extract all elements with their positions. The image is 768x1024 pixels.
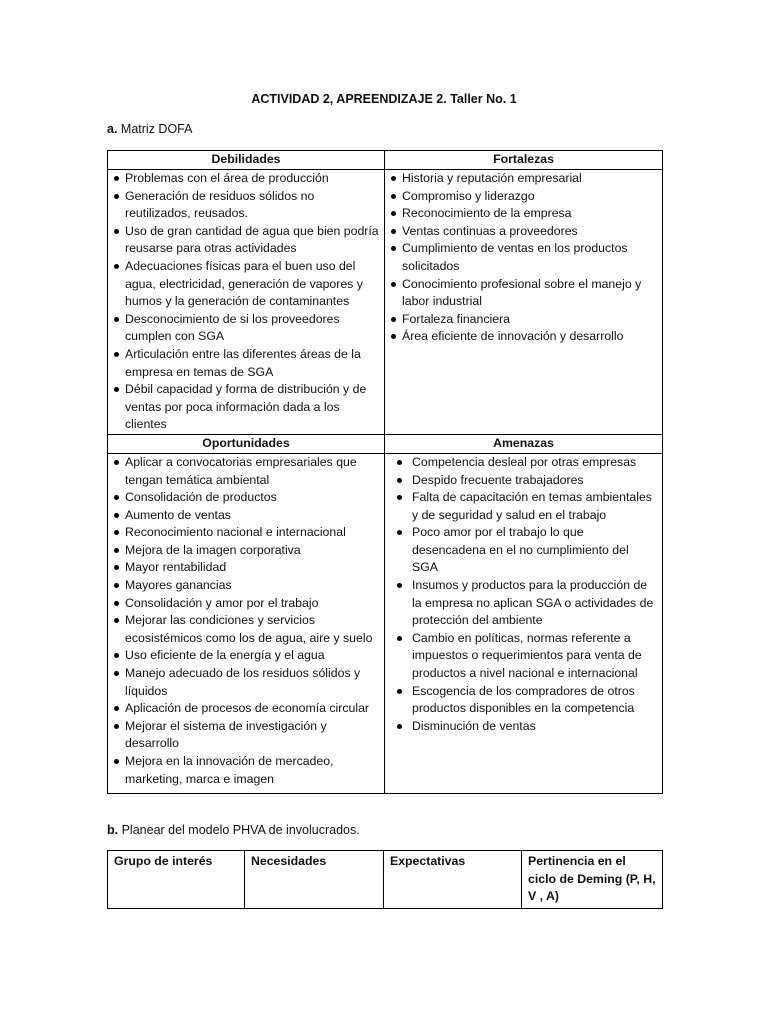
dofa-content-row-top: [108, 170, 663, 435]
oportunidades-item: Aplicar a convocatorias empresariales que tengan temática ambiental: [112, 454, 380, 489]
debilidades-item: Articulación entre las diferentes áreas de la empresa en temas de SGA: [112, 346, 380, 381]
phva-col-necesidades: Necesidades: [245, 851, 384, 909]
dofa-content-row-bottom: [108, 453, 663, 793]
oportunidades-item: Aumento de ventas: [112, 507, 380, 525]
fortalezas-item: Fortaleza financiera: [389, 311, 658, 329]
oportunidades-item: Manejo adecuado de los residuos sólidos y líquidos: [112, 665, 380, 700]
section-b-label: Planear del modelo PHVA de involucrados.: [121, 823, 360, 837]
oportunidades-list: [112, 454, 380, 788]
oportunidades-item: Mejora de la imagen corporativa: [112, 542, 380, 560]
fortalezas-item: Compromiso y liderazgo: [389, 188, 658, 206]
dofa-matrix: [107, 150, 663, 794]
section-b-heading: [107, 823, 360, 837]
section-a-label: Matriz DOFA: [120, 122, 193, 136]
amenazas-item: Competencia desleal por otras empresas: [389, 454, 658, 472]
oportunidades-item: Aplicación de procesos de economía circular: [112, 700, 380, 718]
debilidades-cell: [108, 170, 385, 435]
amenazas-item: Despido frecuente trabajadores: [389, 472, 658, 490]
debilidades-list: [112, 170, 380, 434]
debilidades-item: Problemas con el área de producción: [112, 170, 380, 188]
amenazas-item: Falta de capacitación en temas ambientales y de seguridad y salud en el trabajo: [389, 489, 658, 524]
section-b-letter: b.: [107, 823, 119, 837]
amenazas-list: [389, 454, 658, 736]
dofa-header-row-top: [108, 151, 663, 170]
oportunidades-item: Consolidación y amor por el trabajo: [112, 595, 380, 613]
oportunidades-item: Uso eficiente de la energía y el agua: [112, 647, 380, 665]
oportunidades-cell: [108, 453, 385, 793]
fortalezas-cell: [385, 170, 663, 435]
fortalezas-item: Historia y reputación empresarial: [389, 170, 658, 188]
phva-col-grupo: Grupo de interés: [108, 851, 245, 909]
debilidades-item: Débil capacidad y forma de distribución y de ventas por poca información dada a los clientes: [112, 381, 380, 434]
dofa-header-row-bottom: [108, 434, 663, 453]
oportunidades-item: Mayor rentabilidad: [112, 559, 380, 577]
oportunidades-header: Oportunidades: [108, 434, 385, 453]
oportunidades-item: Consolidación de productos: [112, 489, 380, 507]
amenazas-item: Escogencia de los compradores de otros productos disponibles en la competencia: [389, 683, 658, 718]
phva-table: [107, 850, 663, 909]
oportunidades-item: Mejora en la innovación de mercadeo, marketing, marca e imagen: [112, 753, 380, 788]
amenazas-header: Amenazas: [385, 434, 663, 453]
oportunidades-item: Mejorar el sistema de investigación y desarrollo: [112, 718, 380, 753]
section-a-letter: a.: [107, 122, 118, 136]
amenazas-cell: [385, 453, 663, 793]
debilidades-item: Uso de gran cantidad de agua que bien podría reusarse para otras actividades: [112, 223, 380, 258]
debilidades-item: Adecuaciones físicas para el buen uso del agua, electricidad, generación de vapores y humos y la generación de contaminantes: [112, 258, 380, 311]
amenazas-item: Poco amor por el trabajo lo que desencadena en el no cumplimiento del SGA: [389, 524, 658, 577]
oportunidades-item: Reconocimiento nacional e internacional: [112, 524, 380, 542]
fortalezas-item: Cumplimiento de ventas en los productos solicitados: [389, 240, 658, 275]
page-title: ACTIVIDAD 2, APREENDIZAJE 2. Taller No. 1: [251, 92, 517, 106]
phva-col-pertinencia: Pertinencia en el ciclo de Deming (P, H, V , A): [522, 851, 663, 909]
debilidades-header: Debilidades: [108, 151, 385, 170]
oportunidades-item: Mayores ganancias: [112, 577, 380, 595]
oportunidades-item: Mejorar las condiciones y servicios ecosistémicos como los de agua, aire y suelo: [112, 612, 380, 647]
amenazas-item: Disminución de ventas: [389, 718, 658, 736]
fortalezas-item: Conocimiento profesional sobre el manejo y labor industrial: [389, 276, 658, 311]
amenazas-item: Insumos y productos para la producción de la empresa no aplican SGA o actividades de protección del ambiente: [389, 577, 658, 630]
section-a-heading: [107, 122, 192, 136]
debilidades-item: Desconocimiento de si los proveedores cumplen con SGA: [112, 311, 380, 346]
amenazas-item: Cambio en políticas, normas referente a impuestos o requerimientos para venta de productos a nivel nacional e internacional: [389, 630, 658, 683]
fortalezas-item: Reconocimiento de la empresa: [389, 205, 658, 223]
fortalezas-list: [389, 170, 658, 346]
phva-col-expectativas: Expectativas: [384, 851, 522, 909]
fortalezas-item: Ventas continuas a proveedores: [389, 223, 658, 241]
debilidades-item: Generación de residuos sólidos no reutilizados, reusados.: [112, 188, 380, 223]
fortalezas-header: Fortalezas: [385, 151, 663, 170]
fortalezas-item: Área eficiente de innovación y desarrollo: [389, 328, 658, 346]
phva-header-row: [108, 851, 663, 909]
